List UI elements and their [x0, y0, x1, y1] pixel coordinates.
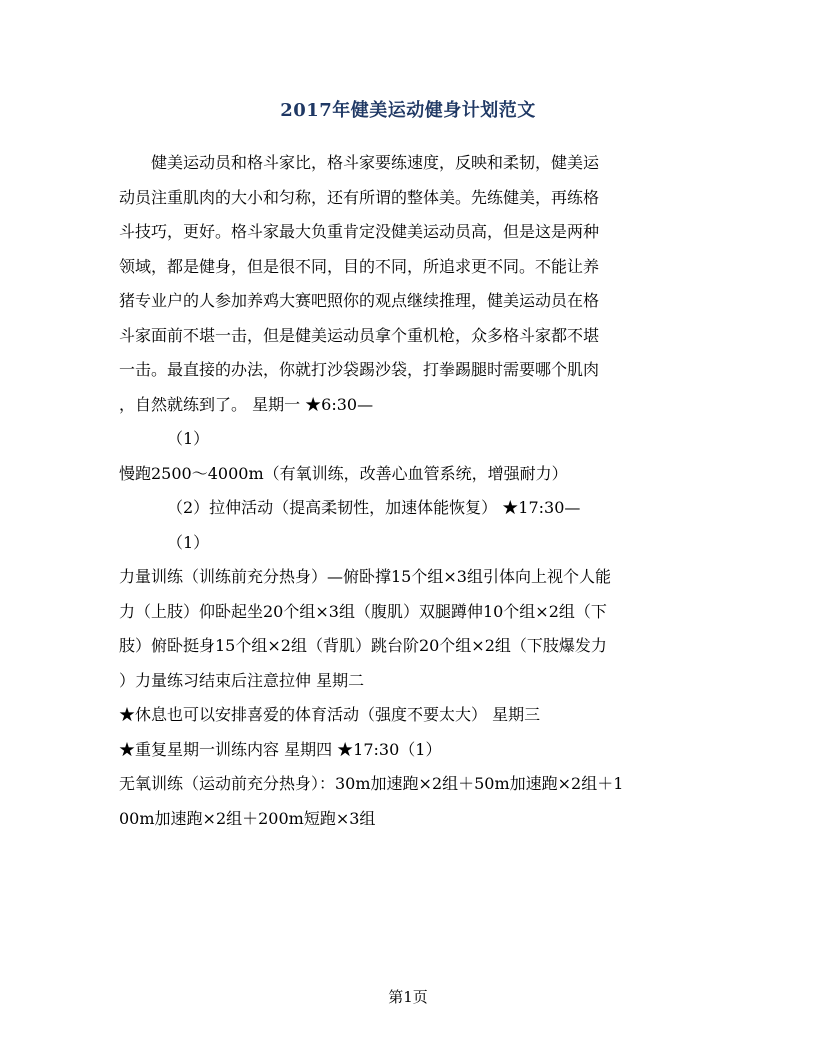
monday-morning-stretching: （2）拉伸活动（提高柔韧性，加速体能恢复） ★17:30— — [167, 498, 581, 517]
anaerobic-training-paragraph: 无氧训练（运动前充分热身）：30m加速跑×2组＋50m加速跑×2组＋1 00m加速跑×2组＋200m短跑×3组 — [119, 774, 624, 828]
monday-morning-jogging: 慢跑2500～4000m（有氧训练，改善心血管系统，增强耐力） — [119, 463, 568, 483]
intro-paragraph: 健美运动员和格斗家比，格斗家要练速度，反映和柔韧，健美运 动员注重肌肉的大小和匀称，还有所谓的整体美。先练健美，再练格 斗技巧，更好。格斗家最大负重肯定没健美运动员高，但是这是两种 领域，都是健身，但是很不同，目的不同，所追求更不同。不能让养 猪专业户的人参加养鸡大赛吧照你的观点继续推理，健美运动员在格 斗家面前不堪一击，但是健美运动员拿个重机枪，众多格斗家都不堪 一击。最直接的办法，你就打沙袋踢沙袋，打拳踢腿时需要哪个肌肉 ，自然就练到了。 星期一 ★6:30— — [119, 153, 600, 414]
monday-evening-item-1-label: （1） — [167, 532, 210, 552]
document-title: 2017年健美运动健身计划范文 — [280, 100, 536, 121]
document-body — [119, 146, 699, 836]
wednesday-repeat-paragraph: ★重复星期一训练内容 星期四 ★17:30（1） — [119, 739, 442, 759]
tuesday-rest-paragraph: ★休息也可以安排喜爱的体育活动（强度不要太大） 星期三 — [119, 705, 541, 724]
strength-training-paragraph: 力量训练（训练前充分热身）—俯卧撑15个组×3组引体向上视个人能 力（上肢）仰卧起坐20个组×3组（腹肌）双腿蹲伸10个组×2组（下 肢）俯卧挺身15个组×2组（背肌）跳台阶20个组×2组（下肢爆发力 ）力量练习结束后注意拉伸 星期二 — [119, 567, 611, 690]
monday-morning-item-1-label: （1） — [167, 429, 210, 448]
page-number: 第1页 — [388, 988, 428, 1006]
